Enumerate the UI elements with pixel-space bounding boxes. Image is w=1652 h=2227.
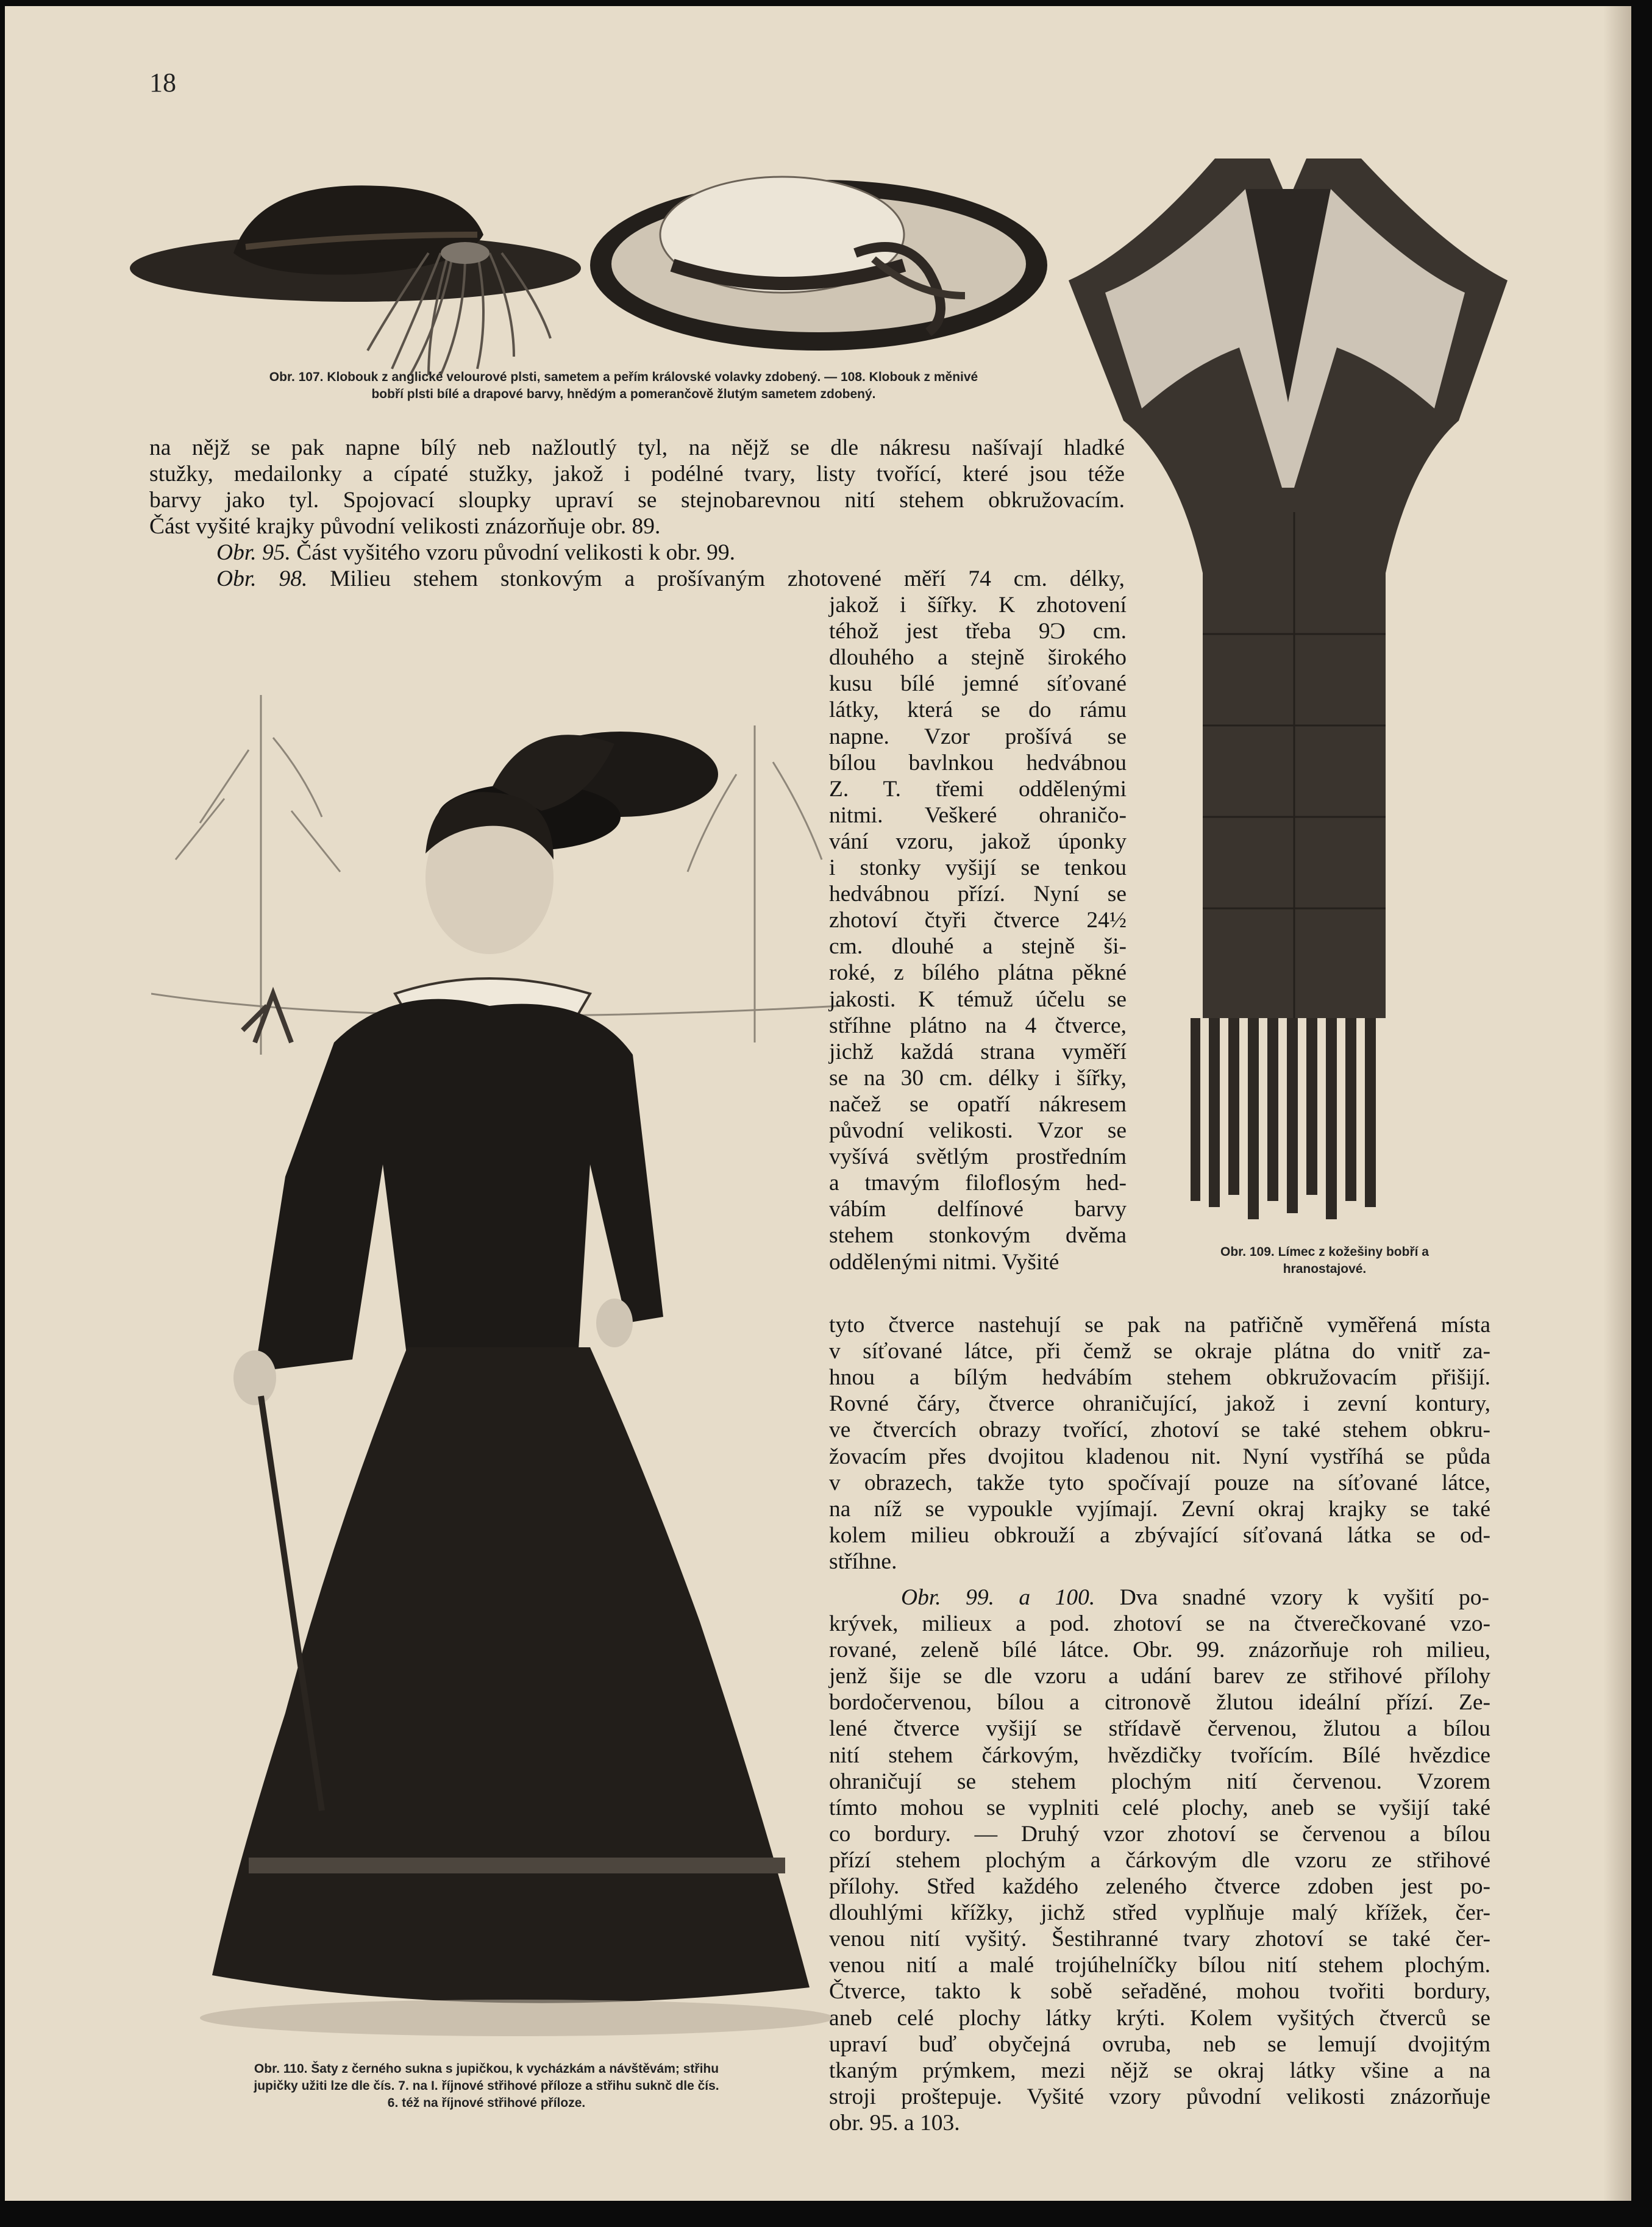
text-line: lené čtverce vyšijí se střídavě červenou, žlutou a bílou xyxy=(829,1716,1490,1742)
text-line: téhož jest třeba 9Ͻ cm. xyxy=(829,619,1127,644)
text-line: vábím delfínové barvy xyxy=(829,1197,1127,1222)
page-shadow xyxy=(1603,6,1631,2201)
caption-fig-107-108 xyxy=(142,369,1105,403)
text-line: na níž se vypoukle vyjímají. Zevní okraj krajky se také xyxy=(829,1496,1490,1522)
para-99-first xyxy=(901,1584,1489,1611)
para-95 xyxy=(216,540,1125,566)
text-line: napne. Vzor prošívá se xyxy=(829,724,1127,749)
text-line: zhotoví čtyři čtverce 24½ xyxy=(829,908,1127,933)
text-line: tyto čtverce nastehují se pak na patřičně vyměřená místa xyxy=(829,1313,1490,1338)
text-line: stroji proštepuje. Vyšité vzory původní velikosti znázorňuje xyxy=(829,2084,1490,2109)
figure-ref: Obr. 95. xyxy=(216,540,291,565)
text-line: a tmavým filoflosým hed- xyxy=(829,1171,1127,1196)
text-line: nitmi. Veškeré ohraničo- xyxy=(829,802,1127,828)
text-line: stehem stonkovým dvěma xyxy=(829,1223,1127,1249)
text-line: v síťované látce, při čemž se okraje plátna do vnitř za- xyxy=(829,1339,1490,1364)
text-line: aneb celé plochy látky krýti. Kolem vyšitých čtverců se xyxy=(829,2005,1490,2031)
text-line: stříhne. xyxy=(829,1548,897,1574)
text-line: dlouhlými křížky, jichž střed vyplňuje malý křížek, čer- xyxy=(829,1900,1490,1926)
text-line: venou nití vyšitý. Šestihranné tvary zhotoví se také čer- xyxy=(829,1926,1490,1952)
text-line: Část vyšité krajky původní velikosti znázorňuje obr. 89. xyxy=(149,514,661,539)
text-line: přílohy. Střed každého zeleného čtverce zdoben jest po- xyxy=(829,1874,1490,1899)
caption-line: hranostajové. xyxy=(1283,1262,1367,1276)
caption-line: 6. též na říjnové střihové příloze. xyxy=(387,2096,586,2110)
text-line: krývek, milieux a pod. zhotoví se na čtverečkované vzo- xyxy=(829,1611,1490,1636)
text-line: bordočervenou, bílou a citronově žlutou ideální přízí. Ze- xyxy=(829,1690,1490,1716)
text-line: v obrazech, takže tyto spočívají pouze na síťované látce, xyxy=(829,1470,1490,1495)
text-line: dlouhého a stejně širokého xyxy=(829,645,1127,671)
hat-illustration-108 xyxy=(587,162,1053,363)
text-line: i stonky vyšijí se tenkou xyxy=(829,855,1127,880)
text-line: bílou bavlnkou hedvábnou xyxy=(829,750,1127,775)
text-line: tkaným prýmkem, mezi nějž se okraj látky všine a na xyxy=(829,2058,1490,2083)
text-line: co bordury. — Druhý vzor zhotoví se červenou a bílou xyxy=(829,1821,1490,1847)
caption-line: jupičky užiti lze dle čís. 7. na I. říjnové střihové příloze a střihu suknč dle čís. xyxy=(254,2079,719,2093)
book-page xyxy=(5,6,1631,2201)
fur-collar-illustration-109 xyxy=(1069,146,1508,1225)
para-95-text: Část vyšitého vzoru původní velikosti k obr. 99. xyxy=(296,540,736,565)
page-number: 18 xyxy=(149,68,176,98)
caption-line: Obr. 110. Šaty z černého sukna s jupičkou, k vycházkám a návštěvám; střihu xyxy=(254,2062,719,2076)
text-line: stužky, medailonky a cípaté stužky, jakož i podélné tvary, listy tvořící, které jsou téže xyxy=(149,461,1125,486)
figure-ref: Obr. 99. a 100. xyxy=(901,1585,1095,1610)
text-line: upraví buď obyčejná ovruba, neb se lemují dvojitým xyxy=(829,2031,1490,2057)
text-line: tímto mohou se vyplniti celé plochy, aneb se vyšijí také xyxy=(829,1795,1490,1820)
para-99-first-text: Dva snadné vzory k vyšití po- xyxy=(1119,1585,1489,1610)
text-line: hedvábnou přízí. Nyní se xyxy=(829,882,1127,907)
text-line: žovacím přes dvojitou kladenou nit. Nyní vystříhá se půda xyxy=(829,1444,1490,1469)
text-line: stříhne plátno na 4 čtverce, xyxy=(829,1013,1127,1038)
text-line: kolem milieu obkrouží a zbývající síťovaná látka se od- xyxy=(829,1522,1490,1548)
text-line: jichž každá strana vyměří xyxy=(829,1039,1127,1064)
text-line: vání vzoru, jakož úponky xyxy=(829,828,1127,854)
para-98 xyxy=(216,566,1125,592)
text-line: Rovné čáry, čtverce ohraničující, jakož i zevní kontury, xyxy=(829,1391,1490,1417)
text-line: rované, zeleně bílé látce. Obr. 99. znázorňuje roh milieu, xyxy=(829,1637,1490,1663)
text-line: ve čtvercích obrazy tvořící, zhotoví se také stehem obkru- xyxy=(829,1417,1490,1443)
text-line: oddělenými nitmi. Vyšité xyxy=(829,1249,1059,1275)
text-line: cm. dlouhé a stejně ši- xyxy=(829,934,1127,960)
para-98-text: Milieu stehem stonkovým a prošívaným zhotovené měří 74 cm. délky, xyxy=(330,566,1125,591)
text-line: přízí stehem plochým a čárkovým dle vzoru ze střihové xyxy=(829,1847,1490,1873)
caption-line: bobří plsti bílé a drapové barvy, hnědým a pomerančově žlutým sametem zdobený. xyxy=(371,387,876,401)
caption-fig-110 xyxy=(142,2061,831,2112)
caption-line: Obr. 107. Klobouk z anglické velourové plsti, sametem a peřím královské volavky zdobený. — 108. Klobouk z měnivé xyxy=(269,370,978,384)
text-line: se na 30 cm. délky i šířky, xyxy=(829,1065,1127,1091)
text-line: jakosti. K témuž účelu se xyxy=(829,986,1127,1012)
text-line: obr. 95. a 103. xyxy=(829,2110,960,2136)
text-line: jenž šije se dle vzoru a udání barev ze střihové přílohy xyxy=(829,1664,1490,1689)
text-line: venou nití a malé trojúhelníčky bílou nití stehem plochým. xyxy=(829,1953,1490,1978)
hat-illustration-107 xyxy=(124,162,593,384)
text-line: látky, která se do rámu xyxy=(829,697,1127,723)
text-line: původní velikosti. Vzor se xyxy=(829,1118,1127,1143)
text-line: kusu bílé jemné síťované xyxy=(829,671,1127,697)
text-line: jakož i šířky. K zhotovení xyxy=(829,593,1127,618)
text-line: roké, z bílého plátna pěkné xyxy=(829,960,1127,986)
text-line: barvy jako tyl. Spojovací sloupky upraví se stejnobarevnou nití stehem obkružovacím. xyxy=(149,488,1125,513)
text-line: na nějž se pak napne bílý neb nažloutlý tyl, na nějž se dle nákresu našívají hladké xyxy=(149,435,1125,460)
text-line: Z. T. třemi oddělenými xyxy=(829,776,1127,802)
caption-line: Obr. 109. Límec z kožešiny bobří a xyxy=(1220,1245,1429,1259)
caption-fig-109 xyxy=(1166,1244,1483,1278)
text-line: hnou a bílým hedvábím stehem obkružovacím přišijí. xyxy=(829,1365,1490,1391)
figure-ref: Obr. 98. xyxy=(216,566,308,591)
text-line: vyšívá světlým prostředním xyxy=(829,1144,1127,1170)
text-line: načež se opatří nákresem xyxy=(829,1091,1127,1117)
text-line: Čtverce, takto k sobě seřaděné, mohou tvořiti bordury, xyxy=(829,1979,1490,2004)
text-line: ohraničují se stehem plochým nití červenou. Vzorem xyxy=(829,1769,1490,1794)
dress-illustration-110 xyxy=(151,677,840,2048)
text-line: nití stehem čárkovým, hvězdičky tvořícím. Bílé hvězdice xyxy=(829,1742,1490,1768)
